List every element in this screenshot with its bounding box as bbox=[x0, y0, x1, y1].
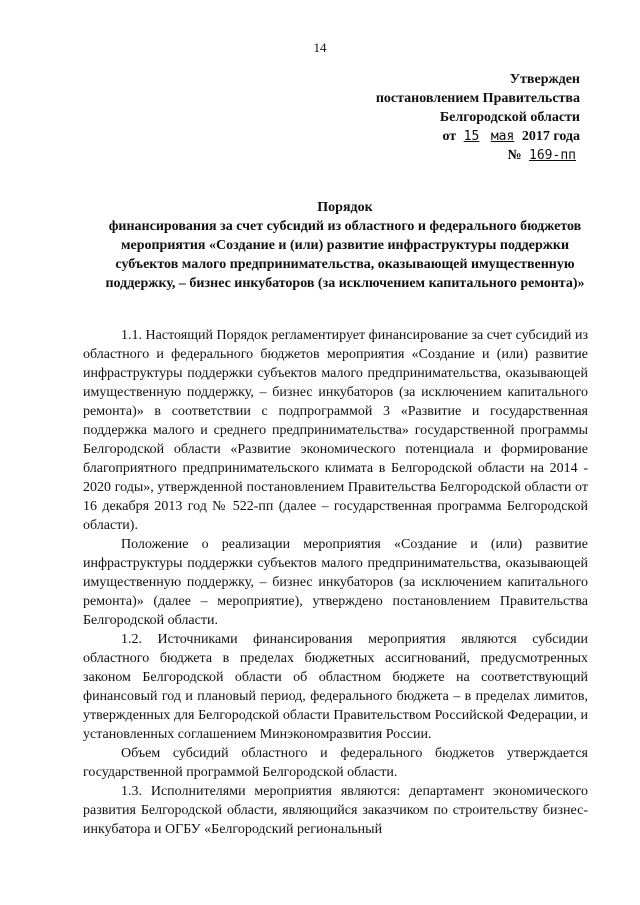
approval-line: Утвержден bbox=[509, 72, 580, 87]
document-number: 169-пп bbox=[529, 148, 576, 163]
approval-line: Белгородской области bbox=[439, 110, 580, 125]
paragraph: Положение о реализации мероприятия «Создание и (или) развитие инфраструктуры поддержки субъектов малого предпринимательства, оказывающей имущественную поддержку, – бизнес инкубаторов (за исключением капитального ремонта)» (далее – мероприятие), утверждено постановлением Правительства Белгородской области. bbox=[83, 537, 588, 628]
paragraph: 1.2. Источниками финансирования мероприятия являются субсидии областного бюджета в пределах бюджетных ассигнований, предусмотренных законом Белгородской области об областном бюджете на соответствующий финансовый год и плановый период, федерального бюджета – в пределах лимитов, утвержденных для Белгородской области Правительством Российской Федерации, и установленных соглашением Минэкономразвития России. bbox=[83, 632, 588, 742]
date-prefix: от bbox=[442, 129, 457, 144]
title-heading: Порядок bbox=[317, 200, 373, 215]
approval-date bbox=[350, 127, 580, 146]
paragraph: 1.3. Исполнителями мероприятия являются: департамент экономического развития Белгородской области, являющийся заказчиком по строительству бизнес-инкубатора и ОГБУ «Белгородский региональный bbox=[83, 784, 588, 837]
title-subtitle: финансирования за счет субсидий из областного и федерального бюджетов мероприятия «Создание и (или) развитие инфраструктуры поддержки субъектов малого предпринимательства, оказывающей имущественную поддержку, – бизнес инкубаторов (за исключением капитального ремонта)» bbox=[105, 219, 585, 291]
date-month: мая bbox=[490, 129, 515, 144]
document-body bbox=[83, 326, 588, 839]
document-title bbox=[95, 198, 595, 293]
approval-line: постановлением Правительства bbox=[375, 91, 580, 106]
paragraph: 1.1. Настоящий Порядок регламентирует финансирование за счет субсидий из областного и федерального бюджетов мероприятия «Создание и (или) развитие инфраструктуры поддержки субъектов малого предпринимательства, оказывающей имущественную поддержку, – бизнес инкубаторов (за исключением капитального ремонта)» в соответствии с подпрограммой 3 «Развитие и государственная поддержка малого и среднего предпринимательства» государственной программы Белгородской области «Развитие экономического потенциала и формирование благоприятного предпринимательского климата в Белгородской области на 2014 - 2020 годы», утвержденной постановлением Правительства Белгородской области от 16 декабря 2013 год № 522-пп (далее – государственная программа Белгородской области). bbox=[83, 328, 588, 533]
paragraph: Объем субсидий областного и федерального бюджетов утверждается государственной программой Белгородской области. bbox=[83, 746, 588, 780]
date-day: 15 bbox=[463, 129, 480, 144]
approval-stamp bbox=[350, 70, 580, 165]
date-year: 2017 года bbox=[521, 129, 580, 144]
number-prefix: № bbox=[507, 148, 522, 163]
approval-number bbox=[350, 146, 580, 165]
page-number: 14 bbox=[313, 40, 327, 55]
